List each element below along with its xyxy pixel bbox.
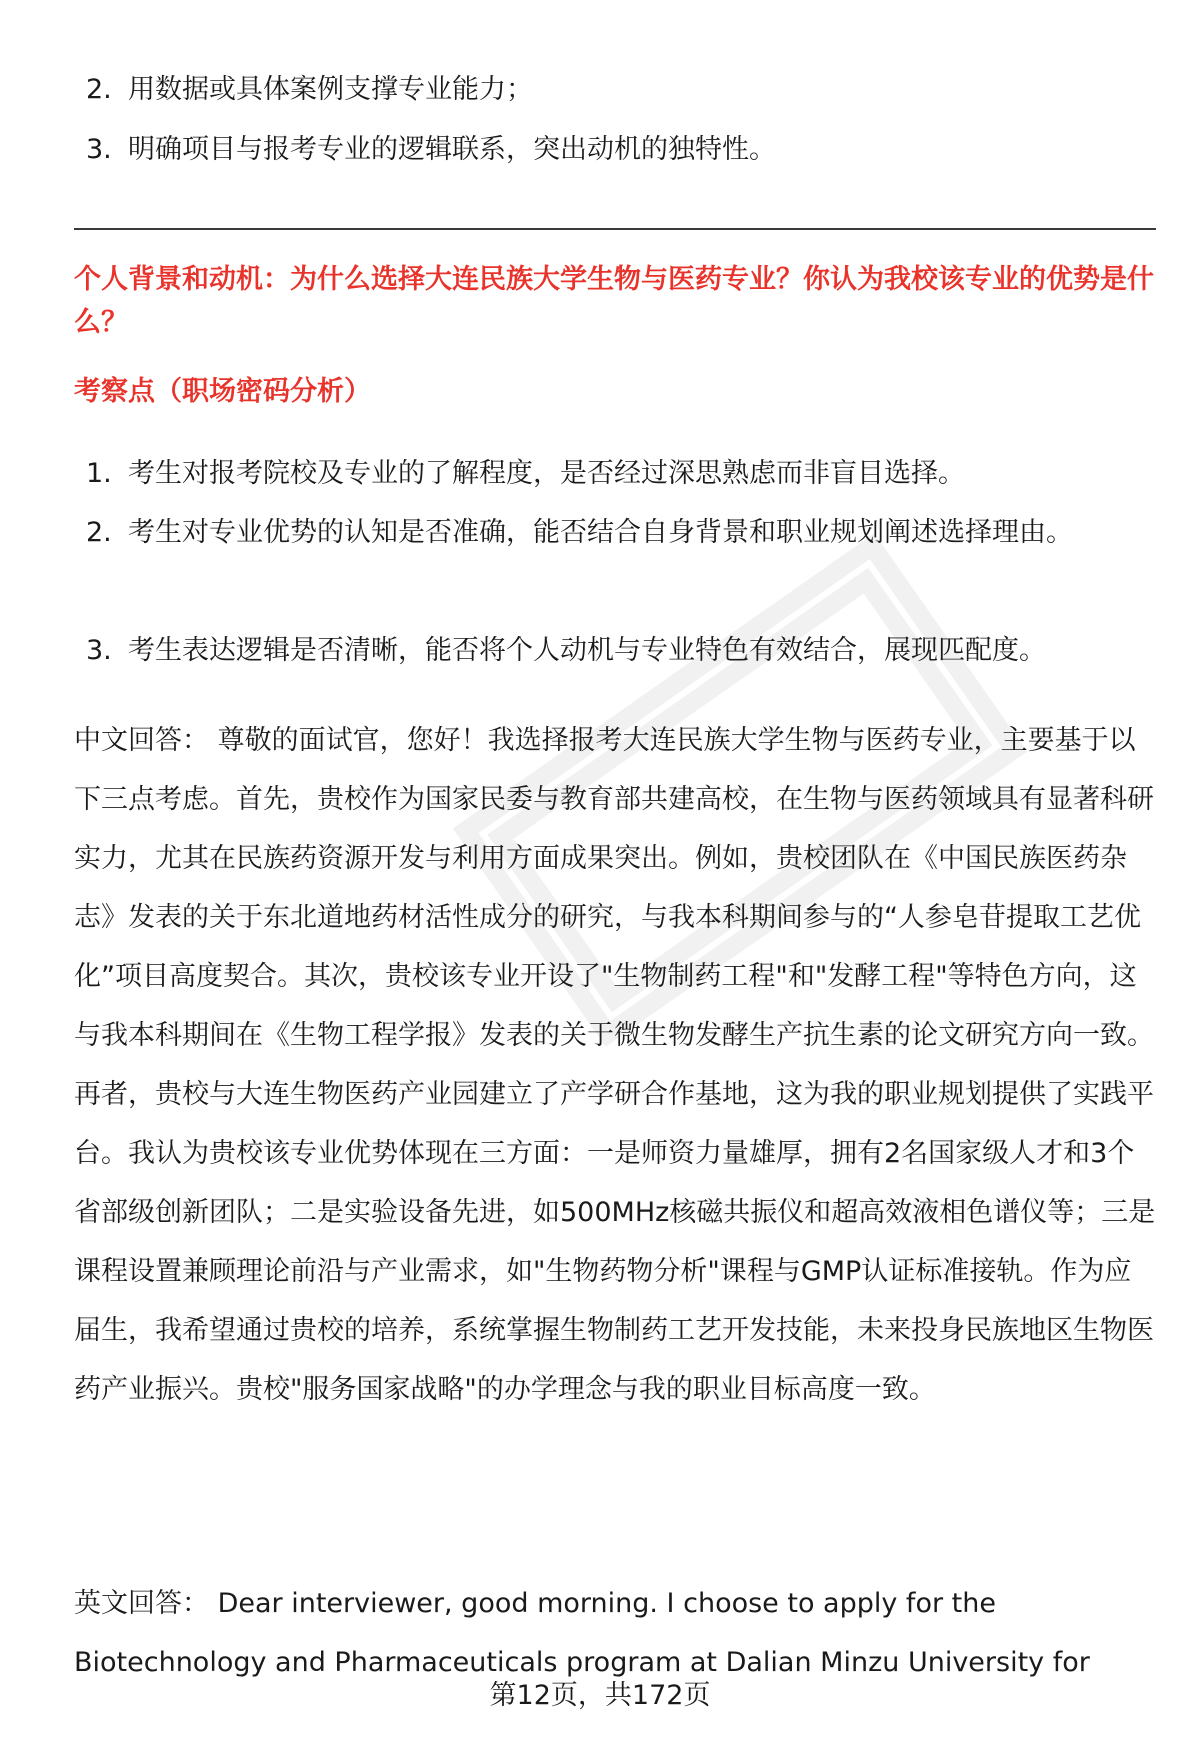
english-answer [74, 1574, 1156, 1692]
list-text: 用数据或具体案例支撑专业能力； [128, 74, 533, 105]
assessment-subheading: 考察点（职场密码分析） [74, 376, 371, 407]
list-item [74, 621, 1124, 680]
list-text: 考生对专业优势的认知是否准确，能否结合自身背景和职业规划阐述选择理由。 [128, 517, 1073, 548]
list-text: 考生表达逻辑是否清晰，能否将个人动机与专业特色有效结合，展现匹配度。 [128, 635, 1046, 666]
list-item [74, 444, 1124, 503]
question-heading: 个人背景和动机：为什么选择大连民族大学生物与医药专业？你认为我校该专业的优势是什么？ [74, 264, 1154, 338]
list-item [74, 60, 1124, 119]
section-divider [74, 228, 1156, 230]
list-text: 考生对报考院校及专业的了解程度，是否经过深思熟虑而非盲目选择。 [128, 458, 965, 489]
page-footer: 第12页，共172页 [489, 1680, 711, 1711]
list-number: 3. [86, 134, 112, 165]
list-number: 2. [86, 517, 112, 548]
chinese-answer-text: 尊敬的面试官，您好！我选择报考大连民族大学生物与医药专业，主要基于以下三点考虑。首先，贵校作为国家民委与教育部共建高校，在生物与医药领域具有显著科研实力，尤其在民族药资源开发与利用方面成果突出。例如，贵校团队在《中国民族医药杂志》发表的关于东北道地药材活性成分的研究，与我本科期间参与的“人参皂苷提取工艺优化”项目高度契合。其次，贵校该专业开设了"生物制药工程"和"发酵工程"等特色方向，这与我本科期间在《生物工程学报》发表的关于微生物发酵生产抗生素的论文研究方向一致。再者，贵校与大连生物医药产业园建立了产学研合作基地，这为我的职业规划提供了实践平台。我认为贵校该专业优势体现在三方面：一是师资力量雄厚，拥有2名国家级人才和3个省部级创新团队；二是实验设备先进，如500MHz核磁共振仪和超高效液相色谱仪等；三是课程设置兼顾理论前沿与产业需求，如"生物药物分析"课程与GMP认证标准接轨。作为应届生，我希望通过贵校的培养，系统掌握生物制药工艺开发技能，未来投身民族地区生物医药产业振兴。贵校"服务国家战略"的办学理念与我的职业目标高度一致。 [74, 725, 1156, 1405]
chinese-answer-label: 中文回答： [74, 725, 209, 756]
list-number: 3. [86, 635, 112, 666]
english-answer-label: 英文回答： [74, 1588, 209, 1619]
list-number: 1. [86, 458, 112, 489]
english-answer-text: Dear interviewer, good morning. I choose to apply for the Biotechnology and Pharmaceuticals program at Dalian Minzu University for [74, 1588, 1090, 1678]
chinese-answer [74, 711, 1156, 1419]
list-item [74, 120, 1124, 179]
list-number: 2. [86, 74, 112, 105]
list-item [74, 503, 1124, 562]
list-text: 明确项目与报考专业的逻辑联系，突出动机的独特性。 [128, 134, 776, 165]
